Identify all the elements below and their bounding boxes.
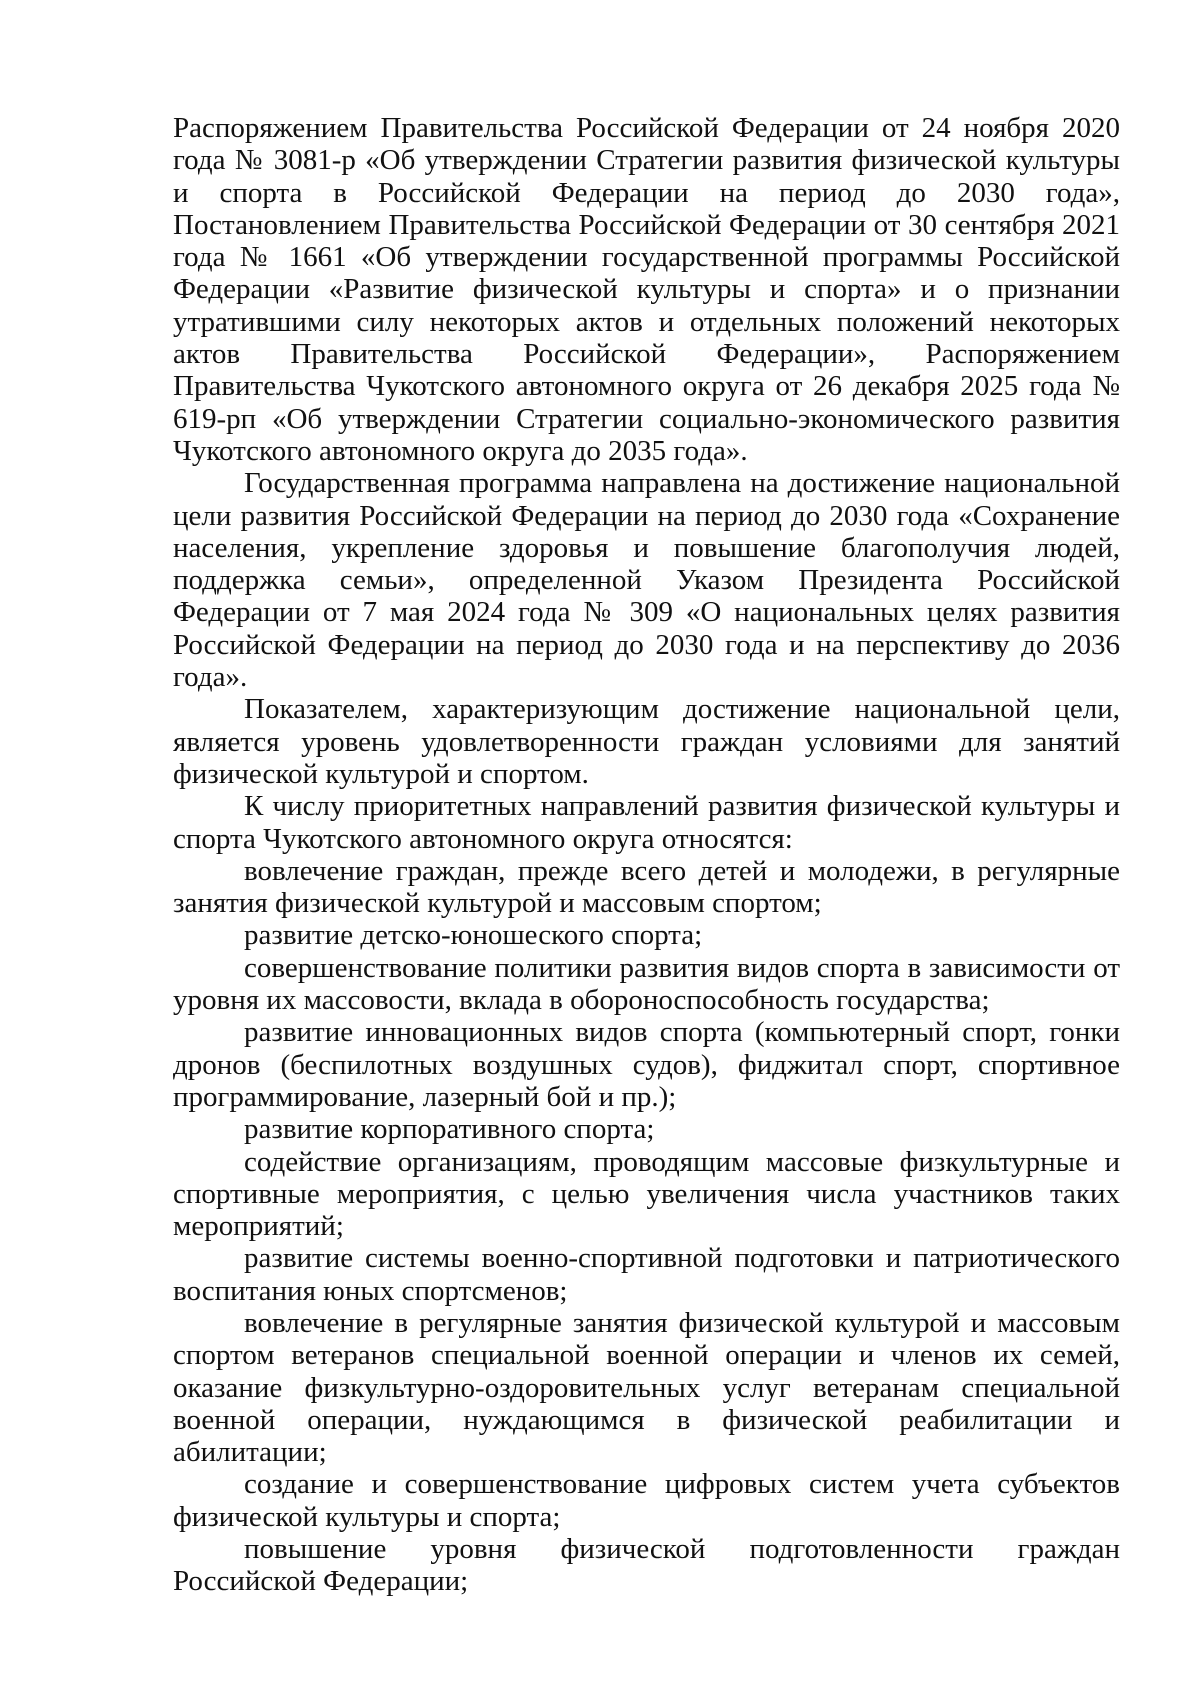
priority-item: развитие инновационных видов спорта (компьютерный спорт, гонки дронов (беспилотных воздушных судов), фиджитал спорт, спортивное программирование, лазерный бой и пр.); — [173, 1016, 1120, 1113]
priority-item: совершенствование политики развития видов спорта в зависимости от уровня их массовости, вклада в обороноспособность государства; — [173, 951, 1120, 1017]
paragraph-national-goal: Государственная программа направлена на достижение национальной цели развития Российской Федерации на период до 2030 года «Сохранение населения, укрепление здоровья и повышение благополучия людей, поддержка семьи», определенной Указом Президента Российской Федерации от 7 мая 2024 года № 309 «О национальных целях развития Российской Федерации на период до 2030 года и на перспективу до 2036 года». — [173, 467, 1120, 694]
priority-item: повышение уровня физической подготовленности граждан Российской Федерации; — [173, 1533, 1120, 1598]
paragraph-priorities-intro: К числу приоритетных направлений развития физической культуры и спорта Чукотского автономного округа относятся: — [173, 790, 1120, 855]
priority-item: содействие организациям, проводящим массовые физкультурные и спортивные мероприятия, с целью увеличения числа участников таких мероприятий; — [173, 1145, 1120, 1243]
paragraph-legal-basis: Распоряжением Правительства Российской Федерации от 24 ноября 2020 года № 3081-р «Об утверждении Стратегии развития физической культуры и спорта в Российской Федерации на период до 2030 года», Постановлением Правительства Российской Федерации от 30 сентября 2021 года № 1661 «Об утверждении государственной программы Российской Федерации «Развитие физической культуры и спорта» и о признании утратившими силу некоторых актов и отдельных положений некоторых актов Правительства Российской Федерации», Распоряжением Правительства Чукотского автономного округа от 26 декабря 2025 года № 619-рп «Об утверждении Стратегии социально-экономического развития Чукотского автономного округа до 2035 года». — [173, 112, 1120, 467]
priority-item: развитие системы военно-спортивной подготовки и патриотического воспитания юных спортсменов; — [173, 1242, 1120, 1307]
priority-item: вовлечение граждан, прежде всего детей и молодежи, в регулярные занятия физической культурой и массовым спортом; — [173, 854, 1120, 920]
priority-item: развитие детско-юношеского спорта; — [244, 919, 703, 952]
priority-item: создание и совершенствование цифровых систем учета субъектов физической культуры и спорта; — [173, 1468, 1120, 1533]
paragraph-indicator: Показателем, характеризующим достижение национальной цели, является уровень удовлетворенности граждан условиями для занятий физической культурой и спортом. — [173, 693, 1120, 790]
priority-item: развитие корпоративного спорта; — [244, 1113, 655, 1146]
priority-item: вовлечение в регулярные занятия физической культурой и массовым спортом ветеранов специальной военной операции и членов их семей, оказание физкультурно-оздоровительных услуг ветеранам специальной военной операции, нуждающимся в физической реабилитации и абилитации; — [173, 1306, 1120, 1469]
document-page — [173, 112, 1120, 1598]
